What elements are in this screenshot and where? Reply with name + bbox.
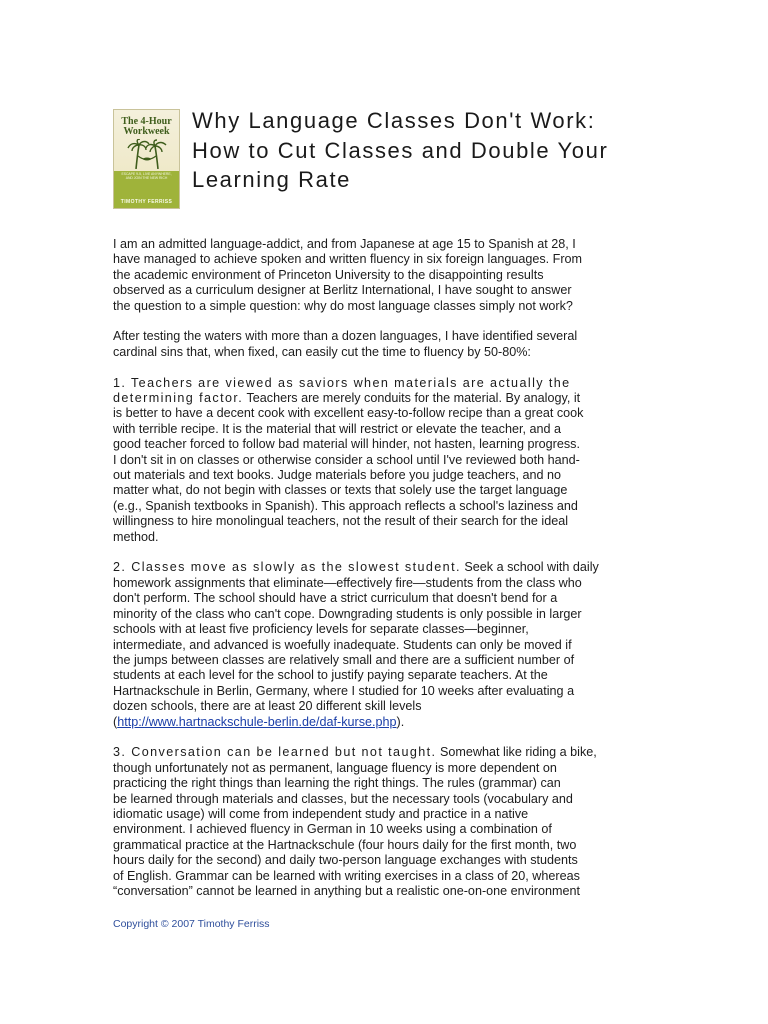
text-line: cardinal sins that, when fixed, can easily cut the time to fluency by 50-80%:	[113, 344, 531, 359]
point-3-paragraph	[113, 745, 658, 899]
text-line: After testing the waters with more than a dozen languages, I have identified several	[113, 329, 578, 344]
text-line: schools with at least five proficiency levels for separate classes—beginner,	[113, 622, 529, 637]
document-title	[192, 106, 732, 195]
text-line: hours daily for the second) and daily two-person language exchanges with students	[113, 853, 578, 868]
text-line: intermediate, and advanced is woefully inadequate. Students can only be moved if	[113, 637, 572, 652]
book-cover-subtitle: ESCAPE 9-5, LIVE ANYWHERE, AND JOIN THE NEW RICH	[121, 172, 172, 180]
text-line: “conversation” cannot be learned in anything but a realistic one-on-one environment	[113, 884, 580, 898]
text-segment: Somewhat like riding a bike,	[436, 745, 597, 760]
text-line: I am an admitted language-addict, and from Japanese at age 15 to Spanish at 28, I	[113, 237, 576, 251]
text-line: good teacher forced to follow bad material will hinder, not hasten, learning progress.	[113, 437, 580, 452]
book-cover-title: The 4-Hour Workweek	[121, 116, 172, 137]
point-2-heading: 2. Classes move as slowly as the slowest student.	[113, 560, 461, 575]
text-line: don't perform. The school should have a strict curriculum that doesn't bend for a	[113, 591, 558, 606]
title-line: Learning Rate	[192, 167, 352, 192]
link-paren-close: ).	[396, 714, 405, 729]
point-3-heading: 3. Conversation can be learned but not taught.	[113, 745, 437, 760]
link-paren-open: (	[113, 714, 118, 729]
testing-paragraph	[113, 329, 658, 360]
text-line: the question to a simple question: why do most language classes simply not work?	[113, 298, 573, 313]
text-line: willingness to hire monolingual teachers, not the result of their search for the ideal	[113, 514, 569, 529]
text-line: dozen schools, there are at least 20 different skill levels	[113, 699, 422, 714]
text-line: observed as a curriculum designer at Berlitz International, I have sought to answer	[113, 283, 572, 298]
book-cover-author: TIMOTHY FERRISS	[120, 199, 173, 205]
point-1-heading: 1. Teachers are viewed as saviors when materials are actually the	[113, 375, 571, 390]
text-line: with terrible recipe. It is the material that will restrict or elevate the teacher, and a	[113, 421, 561, 436]
text-line: minority of the class who can't cope. Downgrading students is only possible in larger	[113, 606, 582, 621]
text-line: the academic environment of Princeton University to the disappointing results	[113, 267, 544, 282]
article-body	[113, 237, 658, 915]
palm-tree-hammock-icon	[127, 139, 167, 169]
text-line: is better to have a decent cook with excellent easy-to-follow recipe than a great cook	[113, 406, 584, 421]
title-line: Why Language Classes Don't Work:	[192, 108, 596, 133]
intro-paragraph	[113, 237, 658, 314]
text-line: of English. Grammar can be learned with writing exercises in a class of 20, whereas	[113, 868, 580, 883]
text-line: Hartnackschule in Berlin, Germany, where I studied for 10 weeks after evaluating a	[113, 683, 575, 698]
text-line: homework assignments that eliminate—effectively fire—students from the class who	[113, 575, 582, 590]
text-line: method.	[113, 529, 159, 544]
text-segment: Seek a school with daily	[460, 560, 599, 575]
title-line: How to Cut Classes and Double Your	[192, 137, 609, 163]
text-line: practicing the right things than learning the right things. The rules (grammar) can	[113, 776, 561, 791]
text-line: have managed to achieve spoken and written fluency in six foreign languages. From	[113, 252, 583, 267]
text-line: out materials and text books. Judge materials before you judge teachers, and no	[113, 468, 562, 483]
text-line: matter what, do not begin with classes or texts that solely use the target language	[113, 483, 568, 498]
point-1-paragraph	[113, 376, 658, 545]
text-segment: Teachers are merely conduits for the material. By analogy, it	[243, 391, 581, 406]
text-line: the jumps between classes are relatively small and there are a sufficient number of	[113, 652, 575, 667]
copyright-footer: Copyright © 2007 Timothy Ferriss	[113, 918, 270, 930]
text-line: students at each level for the school to justify paying separate teachers. At the	[113, 668, 548, 683]
text-line: (e.g., Spanish textbooks in Spanish). This approach reflects a school's laziness and	[113, 498, 578, 513]
text-line: environment. I achieved fluency in German in 10 weeks using a combination of	[113, 822, 552, 837]
text-line: I don't sit in on classes or otherwise consider a school until I've reviewed both hand-	[113, 452, 580, 467]
point-1-heading-cont: determining factor.	[113, 391, 244, 406]
text-line: be learned through materials and classes, but the necessary tools (vocabulary and	[113, 791, 573, 806]
point-2-paragraph	[113, 560, 658, 729]
text-line: grammatical practice at the Hartnackschule (four hours daily for the first month, two	[113, 837, 577, 852]
book-cover-image	[113, 109, 180, 209]
hartnackschule-link[interactable]: http://www.hartnackschule-berlin.de/daf-kurse.php	[117, 714, 397, 729]
text-line: idiomatic usage) will come from independent study and practice in a native	[113, 806, 529, 821]
text-line: though unfortunately not as permanent, language fluency is more dependent on	[113, 760, 557, 775]
